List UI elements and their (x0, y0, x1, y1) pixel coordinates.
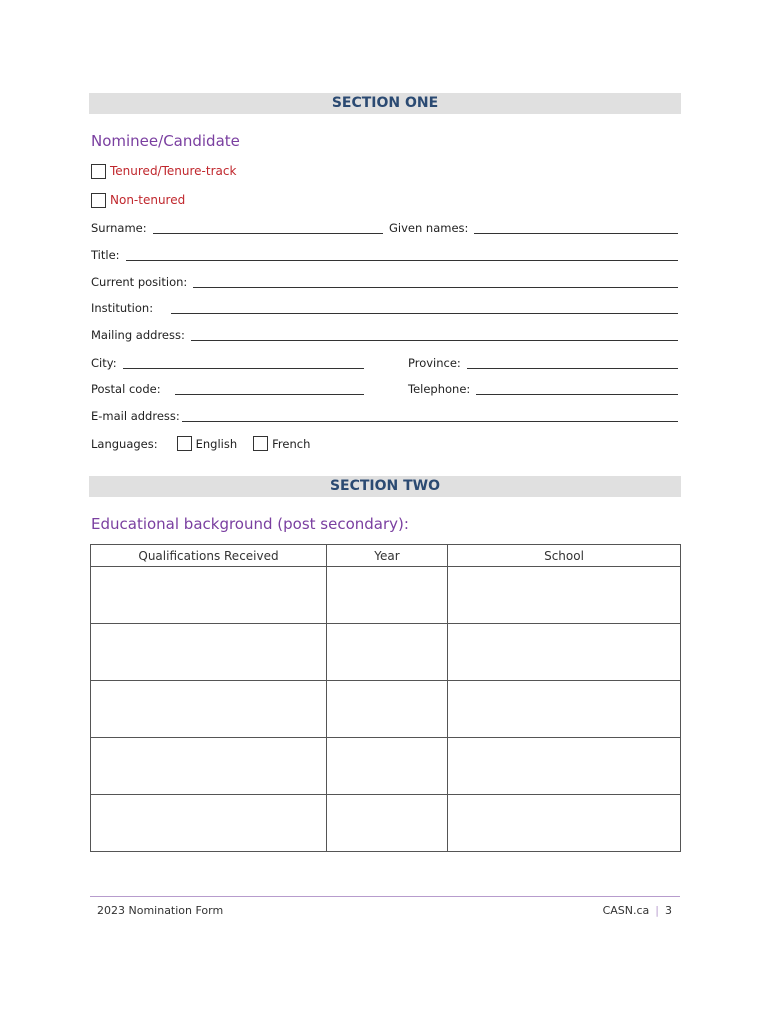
title-line[interactable] (126, 249, 678, 261)
qualifications-column-header: Qualifications Received (91, 545, 327, 567)
postal-code-field[interactable] (91, 380, 364, 396)
school-cell[interactable] (448, 624, 681, 681)
table-row (91, 567, 681, 624)
mailing-address-label: Mailing address: (91, 328, 185, 342)
language-french-option[interactable] (253, 436, 310, 451)
footer-separator: | (655, 904, 659, 917)
non-tenured-checkbox[interactable] (91, 193, 106, 208)
education-table (90, 544, 681, 852)
telephone-field[interactable] (408, 380, 678, 396)
french-checkbox[interactable] (253, 436, 268, 451)
year-cell[interactable] (327, 795, 448, 852)
section-two-header: SECTION TWO (89, 476, 681, 497)
footer-form-title: 2023 Nomination Form (97, 904, 224, 917)
year-cell[interactable] (327, 681, 448, 738)
qualification-cell[interactable] (91, 738, 327, 795)
current-position-line[interactable] (193, 276, 678, 288)
email-line[interactable] (182, 410, 678, 422)
qualification-cell[interactable] (91, 567, 327, 624)
year-cell[interactable] (327, 624, 448, 681)
surname-label: Surname: (91, 221, 147, 235)
tenured-option[interactable] (91, 163, 236, 179)
tenured-checkbox[interactable] (91, 164, 106, 179)
language-english-option[interactable] (177, 436, 238, 451)
given-names-field[interactable] (389, 219, 678, 235)
mailing-address-line[interactable] (191, 329, 678, 341)
tenured-label: Tenured/Tenure-track (110, 164, 237, 178)
non-tenured-option[interactable] (91, 192, 185, 208)
school-cell[interactable] (448, 567, 681, 624)
current-position-label: Current position: (91, 275, 188, 289)
mailing-address-field[interactable] (91, 326, 678, 342)
institution-field[interactable] (91, 299, 678, 315)
school-cell[interactable] (448, 681, 681, 738)
province-label: Province: (408, 356, 461, 370)
table-row (91, 624, 681, 681)
email-field[interactable] (91, 407, 678, 423)
footer-site: CASN.ca (602, 904, 650, 917)
current-position-field[interactable] (91, 273, 678, 289)
nominee-heading: Nominee/Candidate (91, 132, 240, 150)
qualification-cell[interactable] (91, 624, 327, 681)
city-field[interactable] (91, 354, 364, 370)
province-line[interactable] (467, 357, 678, 369)
surname-line[interactable] (153, 222, 383, 234)
title-field[interactable] (91, 246, 678, 262)
year-cell[interactable] (327, 567, 448, 624)
telephone-line[interactable] (476, 383, 678, 395)
section-one-header: SECTION ONE (89, 93, 681, 114)
given-names-line[interactable] (474, 222, 678, 234)
qualification-cell[interactable] (91, 795, 327, 852)
surname-field[interactable] (91, 219, 383, 235)
table-row (91, 738, 681, 795)
school-cell[interactable] (448, 738, 681, 795)
languages-row (91, 435, 310, 452)
year-column-header: Year (327, 545, 448, 567)
table-row (91, 681, 681, 738)
institution-label: Institution: (91, 301, 154, 315)
non-tenured-label: Non-tenured (110, 193, 186, 207)
city-label: City: (91, 356, 117, 370)
postal-code-label: Postal code: (91, 382, 161, 396)
given-names-label: Given names: (389, 221, 469, 235)
telephone-label: Telephone: (408, 382, 471, 396)
english-checkbox[interactable] (177, 436, 192, 451)
postal-code-line[interactable] (175, 383, 364, 395)
institution-line[interactable] (171, 302, 678, 314)
school-column-header: School (448, 545, 681, 567)
year-cell[interactable] (327, 738, 448, 795)
qualification-cell[interactable] (91, 681, 327, 738)
email-label: E-mail address: (91, 409, 180, 423)
province-field[interactable] (408, 354, 678, 370)
school-cell[interactable] (448, 795, 681, 852)
english-label: English (195, 436, 238, 451)
education-heading: Educational background (post secondary): (91, 515, 409, 533)
languages-label: Languages: (91, 436, 158, 451)
french-label: French (272, 436, 311, 451)
footer-page-number: 3 (665, 904, 672, 917)
footer-divider (90, 896, 680, 897)
city-line[interactable] (123, 357, 364, 369)
title-label: Title: (91, 248, 120, 262)
table-row (91, 795, 681, 852)
footer-page-info (603, 904, 672, 917)
